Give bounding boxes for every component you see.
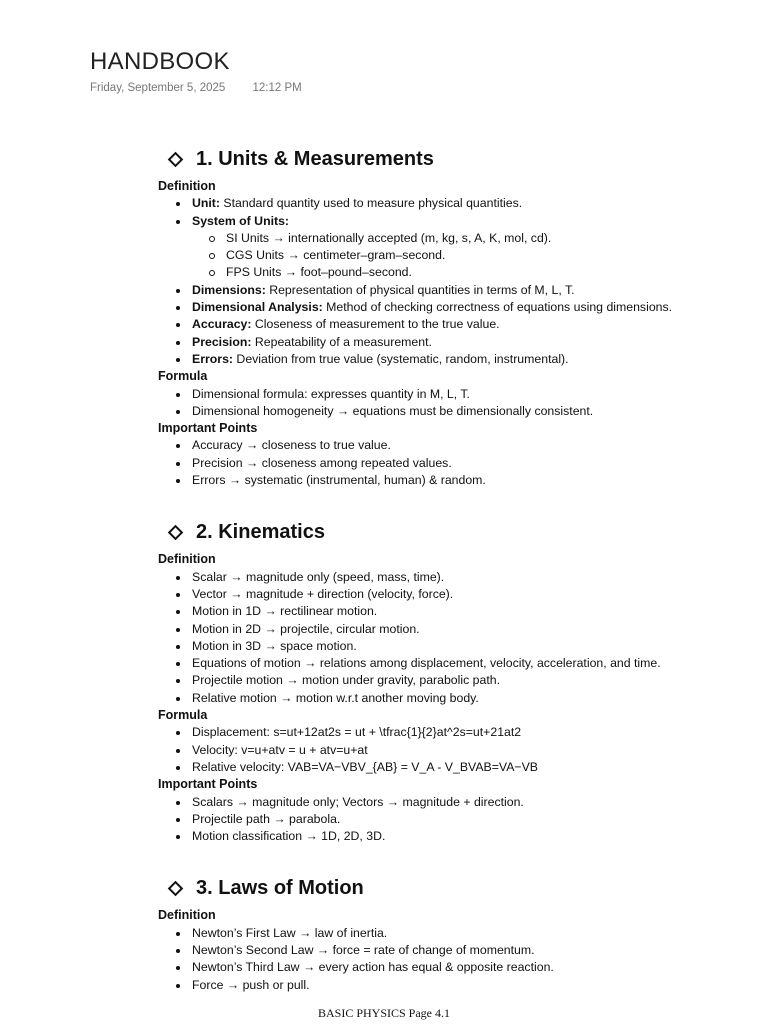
page-content — [158, 140, 738, 994]
list-item: Projectile motion → motion under gravity, parabolic path. — [158, 672, 738, 689]
term: Accuracy: — [192, 317, 252, 332]
list-item: Motion in 3D → space motion. — [158, 638, 738, 655]
formula-list — [158, 386, 738, 421]
term-text: Closeness of measurement to the true value. — [251, 317, 500, 332]
important-points-label: Important Points — [158, 421, 258, 436]
list-item — [158, 351, 738, 368]
list-item — [158, 195, 738, 212]
term-text: Method of checking correctness of equations using dimensions. — [322, 300, 673, 315]
diamond-bullet-icon — [168, 881, 184, 897]
list-item: Projectile path → parabola. — [158, 811, 738, 828]
list-item: Scalar → magnitude only (speed, mass, time). — [158, 569, 738, 586]
page-meta — [90, 82, 302, 94]
definition-list — [158, 195, 738, 368]
section-title: 3. Laws of Motion — [196, 876, 364, 899]
list-item: Vector → magnitude + direction (velocity, force). — [158, 586, 738, 603]
list-item — [158, 299, 738, 316]
diamond-bullet-icon — [168, 525, 184, 541]
term: Dimensions: — [192, 282, 266, 297]
page-title: HANDBOOK — [90, 48, 230, 75]
section-heading — [166, 140, 738, 178]
page-date: Friday, September 5, 2025 — [90, 82, 226, 94]
list-item — [158, 334, 738, 351]
definition-list — [158, 569, 738, 707]
section-units — [158, 140, 738, 489]
term: Errors: — [192, 351, 234, 366]
list-item: Accuracy → closeness to true value. — [158, 437, 738, 454]
sub-list-item: FPS Units → foot–pound–second. — [158, 264, 738, 281]
list-item: Dimensional homogeneity → equations must be dimensionally consistent. — [158, 403, 738, 420]
list-item: Relative velocity: VAB=VA−VBV_{AB} = V_A - V_BVAB=VA−VB — [158, 759, 738, 776]
section-title: 1. Units & Measurements — [196, 147, 434, 170]
term: Unit: — [192, 196, 220, 211]
list-item: Precision → closeness among repeated values. — [158, 455, 738, 472]
list-item: Errors → systematic (instrumental, human) & random. — [158, 472, 738, 489]
list-item: Motion in 1D → rectilinear motion. — [158, 603, 738, 620]
list-item: Newton’s Third Law → every action has equal & opposite reaction. — [158, 959, 738, 976]
term: System of Units: — [192, 213, 290, 228]
section-laws-of-motion — [158, 869, 738, 993]
section-heading — [166, 869, 738, 907]
list-item: Velocity: v=u+atv = u + atv=u+at — [158, 742, 738, 759]
definition-label: Definition — [158, 908, 216, 923]
definition-label: Definition — [158, 179, 216, 193]
list-item: Newton’s Second Law → force = rate of change of momentum. — [158, 942, 738, 959]
important-points-list — [158, 794, 738, 846]
list-item: Scalars → magnitude only; Vectors → magnitude + direction. — [158, 794, 738, 811]
formula-label: Formula — [158, 708, 208, 723]
diamond-bullet-icon — [168, 151, 184, 167]
sub-list-item: CGS Units → centimeter–gram–second. — [158, 247, 738, 264]
formula-label: Formula — [158, 369, 208, 384]
term-text: Representation of physical quantities in terms of M, L, T. — [265, 282, 575, 297]
sub-list-item: SI Units → internationally accepted (m, kg, s, A, K, mol, cd). — [158, 230, 738, 247]
term: Dimensional Analysis: — [192, 300, 323, 315]
term-text: Repeatability of a measurement. — [251, 334, 432, 349]
list-item: Relative motion → motion w.r.t another moving body. — [158, 690, 738, 707]
term-text: Deviation from true value (systematic, random, instrumental). — [233, 351, 569, 366]
list-item: Equations of motion → relations among displacement, velocity, acceleration, and time. — [158, 655, 738, 672]
list-item — [158, 282, 738, 299]
list-item: Motion classification → 1D, 2D, 3D. — [158, 828, 738, 845]
list-item — [158, 316, 738, 333]
page-footer: BASIC PHYSICS Page 4.1 — [317, 1006, 451, 1020]
list-item: Force → push or pull. — [158, 977, 738, 994]
definition-label: Definition — [158, 552, 216, 567]
page-time: 12:12 PM — [252, 82, 302, 94]
term-text: Standard quantity used to measure physical quantities. — [220, 196, 523, 211]
list-item: Displacement: s=ut+12at2s = ut + \tfrac{1}{2}at^2s=ut+21at2 — [158, 724, 738, 741]
section-heading — [166, 513, 738, 551]
list-item: Dimensional formula: expresses quantity in M, L, T. — [158, 386, 738, 403]
list-item — [158, 213, 738, 230]
section-kinematics — [158, 513, 738, 845]
definition-list — [158, 925, 738, 994]
term: Precision: — [192, 334, 252, 349]
important-points-label: Important Points — [158, 777, 258, 792]
important-points-list — [158, 437, 738, 489]
formula-list — [158, 724, 738, 776]
section-title: 2. Kinematics — [196, 520, 325, 543]
list-item: Motion in 2D → projectile, circular motion. — [158, 621, 738, 638]
list-item: Newton’s First Law → law of inertia. — [158, 925, 738, 942]
